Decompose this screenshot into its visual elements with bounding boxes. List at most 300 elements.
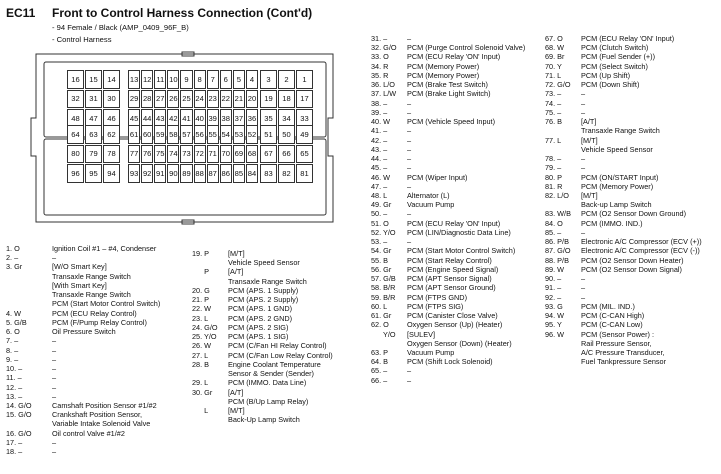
pin-list-item bbox=[371, 52, 543, 61]
pin-description: PCM (O2 Sensor Down Signal) bbox=[581, 264, 682, 274]
connector-pin: 20 bbox=[246, 90, 258, 109]
pin-number-wire: 70. Y bbox=[545, 61, 562, 71]
pin-number-wire: 92. – bbox=[545, 292, 562, 302]
connector-pin: 40 bbox=[194, 109, 206, 128]
connector-pin: 63 bbox=[85, 125, 102, 144]
pin-number-wire: 48. L bbox=[371, 190, 388, 200]
connector-pin: 19 bbox=[260, 90, 277, 109]
connector-pin: 95 bbox=[85, 164, 102, 183]
pin-number-wire: 20. G bbox=[192, 285, 210, 295]
pin-number-wire: 55. B bbox=[371, 255, 389, 265]
pin-number-wire: 96. W bbox=[545, 329, 565, 339]
pin-description: – bbox=[52, 345, 57, 355]
pin-number-wire: 94. W bbox=[545, 311, 565, 321]
pin-description: PCM (Up Shift) bbox=[581, 70, 631, 80]
pin-list-col-2 bbox=[192, 249, 352, 424]
pin-description: PCM (Purge Control Solenoid Valve) bbox=[407, 43, 526, 53]
pin-list-item bbox=[545, 62, 720, 71]
pin-list-item bbox=[371, 293, 543, 302]
pin-number-wire: 18. – bbox=[6, 447, 23, 457]
pin-description: PCM (LIN/Diagnostic Data Line) bbox=[407, 227, 511, 237]
connector-pin: 50 bbox=[278, 125, 295, 144]
pin-number-wire: 54. Gr bbox=[371, 246, 392, 256]
connector-pin: 42 bbox=[167, 109, 179, 128]
connector-pin: 64 bbox=[67, 125, 84, 144]
pin-number-wire: 72. G/O bbox=[545, 80, 571, 90]
pin-description: PCM (APS. 1 GND) bbox=[228, 304, 293, 314]
pin-number-wire: 27. L bbox=[192, 350, 209, 360]
pin-list-item bbox=[192, 378, 352, 387]
pin-list-item bbox=[371, 117, 543, 126]
pin-list-item bbox=[545, 126, 720, 135]
pin-description: PCM (Down Shift) bbox=[581, 80, 640, 90]
pin-list-item bbox=[192, 415, 352, 424]
pin-number-wire: 31. – bbox=[371, 34, 388, 43]
connector-pin: 11 bbox=[154, 70, 166, 89]
pin-description: Fuel Tankpressure Sensor bbox=[581, 357, 667, 367]
pin-number-wire: 60. L bbox=[371, 301, 388, 311]
connector-pin: 93 bbox=[128, 164, 140, 183]
pin-description: PCM (ECU Relay 'ON' Input) bbox=[581, 34, 675, 43]
pin-description: PCM (C/Fan Low Relay Control) bbox=[228, 350, 333, 360]
pin-number-wire: 50. – bbox=[371, 209, 388, 219]
pin-description: [A/T] bbox=[581, 117, 597, 127]
connector-pin: 47 bbox=[85, 109, 102, 128]
connector-pin: 33 bbox=[296, 109, 313, 128]
pin-number-wire: 47. – bbox=[371, 181, 388, 191]
pin-description: PCM (FTPS GND) bbox=[407, 292, 467, 302]
pin-number-wire: 53. – bbox=[371, 237, 388, 247]
pin-description: Vehicle Speed Sensor bbox=[228, 258, 300, 268]
connector-pin: 52 bbox=[246, 125, 258, 144]
pin-list-item bbox=[371, 145, 543, 154]
pin-list-item bbox=[371, 108, 543, 117]
pin-number-wire: 66. – bbox=[371, 375, 388, 385]
pin-number-wire: 42. – bbox=[371, 135, 388, 145]
pin-description: – bbox=[52, 336, 57, 346]
pin-number-wire: 46. W bbox=[371, 172, 391, 182]
pin-number-wire: 15. G/O bbox=[6, 410, 32, 420]
pin-list-item bbox=[545, 265, 720, 274]
connector-code: EC11 bbox=[6, 6, 36, 20]
pin-list-item bbox=[371, 283, 543, 292]
pin-number-wire: 61. Gr bbox=[371, 311, 392, 321]
pin-list-item bbox=[192, 397, 352, 406]
pin-number-wire: 11. – bbox=[6, 373, 22, 383]
pin-number-wire: 36. L/O bbox=[371, 80, 395, 90]
pin-list-item bbox=[371, 71, 543, 80]
connector-pin: 92 bbox=[141, 164, 153, 183]
pin-description: Oxygen Sensor (Down) (Heater) bbox=[407, 338, 512, 348]
pin-number-wire: 88. P/B bbox=[545, 255, 569, 265]
pin-number-wire: 6. O bbox=[6, 327, 20, 337]
pin-description: PCM (Start Motor Control Switch) bbox=[407, 246, 516, 256]
pin-description: Electronic A/C Compressor (ECV (+)) bbox=[581, 237, 702, 247]
pin-number-wire: 85. – bbox=[545, 227, 562, 237]
pin-list-item bbox=[6, 290, 181, 299]
connector-pin: 96 bbox=[67, 164, 84, 183]
pin-list-item bbox=[371, 357, 543, 366]
pin-number-wire: 67. O bbox=[545, 34, 563, 43]
pin-number-wire: 84. O bbox=[545, 218, 563, 228]
pin-description: PCM (FTPS SIG) bbox=[407, 301, 464, 311]
pin-description: – bbox=[407, 98, 412, 108]
pin-number-wire: 74. – bbox=[545, 98, 562, 108]
pin-description: PCM (APS. 2 SIG) bbox=[228, 322, 289, 332]
connector-pin: 82 bbox=[278, 164, 295, 183]
pin-description: PCM (ECU Relay 'ON' Input) bbox=[407, 52, 501, 62]
pin-list-item bbox=[6, 364, 181, 373]
connector-pin: 15 bbox=[85, 70, 102, 89]
pin-list-item bbox=[6, 244, 181, 253]
pin-number-wire: 38. – bbox=[371, 98, 388, 108]
pin-description: PCM (ON/START Input) bbox=[581, 172, 659, 182]
pin-number-wire: 2. – bbox=[6, 253, 19, 263]
pin-list-item bbox=[6, 447, 181, 456]
pin-list-item bbox=[371, 43, 543, 52]
connector-pin: 3 bbox=[260, 70, 277, 89]
pin-list-item bbox=[545, 209, 720, 218]
pin-description: – bbox=[52, 373, 57, 383]
pin-description: Oxygen Sensor (Up) (Heater) bbox=[407, 320, 503, 330]
pin-list-item bbox=[371, 182, 543, 191]
connector-pin: 48 bbox=[67, 109, 84, 128]
pin-number-wire: 76. B bbox=[545, 117, 563, 127]
pin-list-item bbox=[192, 323, 352, 332]
connector-pin: 54 bbox=[220, 125, 232, 144]
connector-pin: 43 bbox=[154, 109, 166, 128]
pin-list-item bbox=[6, 401, 181, 410]
pin-description: Back-Up Lamp Switch bbox=[228, 415, 300, 425]
pin-number-wire: 56. Gr bbox=[371, 264, 392, 274]
pin-number-wire: 13. – bbox=[6, 391, 23, 401]
pin-list-item bbox=[6, 383, 181, 392]
pin-description: – bbox=[581, 154, 586, 164]
connector-pin: 26 bbox=[167, 90, 179, 109]
pin-number-wire: 4. W bbox=[6, 308, 21, 318]
connector-pin: 75 bbox=[154, 145, 166, 164]
pin-list-item bbox=[192, 295, 352, 304]
pin-number-wire: 8. – bbox=[6, 345, 19, 355]
pin-number-wire: 30. Gr bbox=[192, 387, 213, 397]
pin-description: PCM (Brake Test Switch) bbox=[407, 80, 488, 90]
pin-number-wire: 63. P bbox=[371, 347, 389, 357]
pin-number-wire: 59. B/R bbox=[371, 292, 396, 302]
connector-pin: 16 bbox=[67, 70, 84, 89]
pin-number-wire: P bbox=[192, 267, 210, 277]
pin-list-col-3 bbox=[371, 34, 543, 385]
pin-number-wire: 28. B bbox=[192, 359, 210, 369]
pin-number-wire: 39. – bbox=[371, 107, 388, 117]
pin-list-item bbox=[371, 126, 543, 135]
pin-description: Transaxle Range Switch bbox=[228, 276, 307, 286]
connector-pin: 66 bbox=[278, 145, 295, 164]
pin-description: PCM (APS. 2 Supply) bbox=[228, 295, 299, 305]
pin-description: PCM (APT Sensor Ground) bbox=[407, 283, 496, 293]
connector-pin: 76 bbox=[141, 145, 153, 164]
pin-number-wire: 23. L bbox=[192, 313, 209, 323]
pin-list-item bbox=[545, 136, 720, 145]
pin-description: PCM (O2 Sensor Down Ground) bbox=[581, 209, 687, 219]
pin-list-item bbox=[192, 341, 352, 350]
pin-description: PCM (Shift Lock Solenoid) bbox=[407, 357, 493, 367]
pin-number-wire: 69. Br bbox=[545, 52, 565, 62]
connector-pin: 56 bbox=[194, 125, 206, 144]
connector-pin: 57 bbox=[180, 125, 192, 144]
pin-list-item bbox=[371, 191, 543, 200]
connector-pin: 38 bbox=[220, 109, 232, 128]
pin-number-wire: 73. – bbox=[545, 89, 562, 99]
connector-pin: 22 bbox=[220, 90, 232, 109]
pin-description: PCM (MIL. IND.) bbox=[581, 301, 635, 311]
pin-number-wire: 78. – bbox=[545, 154, 562, 164]
pin-description: PCM (IMMO. Data Line) bbox=[228, 378, 307, 388]
connector-pin: 39 bbox=[207, 109, 219, 128]
pin-description: – bbox=[52, 391, 57, 401]
pin-description: – bbox=[407, 163, 412, 173]
connector-pin: 5 bbox=[233, 70, 245, 89]
pin-list-item bbox=[545, 71, 720, 80]
connector-pin: 78 bbox=[103, 145, 120, 164]
pin-list-item bbox=[371, 209, 543, 218]
pin-description: – bbox=[407, 107, 412, 117]
connector-pin: 59 bbox=[154, 125, 166, 144]
pin-list-item bbox=[545, 302, 720, 311]
pin-list-item bbox=[6, 262, 181, 271]
connector-pin: 89 bbox=[180, 164, 192, 183]
pin-list-item bbox=[6, 410, 181, 419]
pin-list-item bbox=[545, 228, 720, 237]
pin-description: PCM (ECU Relay 'ON' Input) bbox=[407, 218, 501, 228]
pin-description: – bbox=[407, 154, 412, 164]
connector-pin: 68 bbox=[246, 145, 258, 164]
pin-list-item bbox=[192, 406, 352, 415]
pin-list-col-4 bbox=[545, 34, 720, 366]
pin-description: [M/T] bbox=[228, 405, 245, 415]
pin-list-item bbox=[371, 376, 543, 385]
pin-description: – bbox=[581, 227, 586, 237]
pin-number-wire: 80. P bbox=[545, 172, 563, 182]
connector-pin: 62 bbox=[103, 125, 120, 144]
pin-number-wire: 43. – bbox=[371, 144, 388, 154]
pin-list-item bbox=[192, 258, 352, 267]
connector-pin: 61 bbox=[128, 125, 140, 144]
connector-pin: 36 bbox=[246, 109, 258, 128]
pin-number-wire: L bbox=[192, 405, 209, 415]
pin-description: – bbox=[581, 274, 586, 284]
connector-pin: 65 bbox=[296, 145, 313, 164]
pin-description: Transaxle Range Switch bbox=[52, 271, 131, 281]
pin-description: PCM (F/Pump Relay Control) bbox=[52, 317, 147, 327]
pin-number-wire: 41. – bbox=[371, 126, 388, 136]
pin-number-wire: 71. L bbox=[545, 70, 562, 80]
pin-list-item bbox=[371, 136, 543, 145]
pin-description: [M/T] bbox=[228, 249, 245, 258]
pin-description: – bbox=[407, 135, 412, 145]
connector-pin: 4 bbox=[246, 70, 258, 89]
connector-pin: 46 bbox=[103, 109, 120, 128]
pin-list-item bbox=[192, 314, 352, 323]
connector-pin: 44 bbox=[141, 109, 153, 128]
pin-list-item bbox=[371, 200, 543, 209]
pin-description: Sensor & Sender (Sender) bbox=[228, 369, 314, 379]
connector-pin: 28 bbox=[141, 90, 153, 109]
pin-description: PCM (C/Fan HI Relay Control) bbox=[228, 341, 327, 351]
pin-list-item bbox=[192, 369, 352, 378]
pin-number-wire: 87. G/O bbox=[545, 246, 571, 256]
pin-list-item bbox=[6, 309, 181, 318]
connector-pin: 1 bbox=[296, 70, 313, 89]
connector-pin: 94 bbox=[103, 164, 120, 183]
pin-list-item bbox=[545, 330, 720, 339]
pin-number-wire: 77. L bbox=[545, 135, 562, 145]
connector-pin: 6 bbox=[220, 70, 232, 89]
pin-description: [M/T] bbox=[581, 135, 598, 145]
pin-number-wire: 95. Y bbox=[545, 320, 562, 330]
pin-description: PCM (Memory Power) bbox=[581, 181, 654, 191]
pin-description: PCM (Start Relay Control) bbox=[407, 255, 492, 265]
pin-list-item bbox=[545, 348, 720, 357]
pin-list-item bbox=[545, 173, 720, 182]
pin-description: – bbox=[581, 107, 586, 117]
pin-list-item bbox=[371, 274, 543, 283]
pin-list-item bbox=[545, 320, 720, 329]
connector-pin: 90 bbox=[167, 164, 179, 183]
pin-number-wire: 7. – bbox=[6, 336, 19, 346]
pin-description: Transaxle Range Switch bbox=[52, 290, 131, 300]
connector-pin: 2 bbox=[278, 70, 295, 89]
connector-pin: 72 bbox=[194, 145, 206, 164]
pin-description: – bbox=[407, 366, 412, 376]
pin-list-item bbox=[6, 299, 181, 308]
pin-list-item bbox=[6, 253, 181, 262]
pin-description: PCM (IMMO. IND.) bbox=[581, 218, 643, 228]
pin-number-wire: 37. L/W bbox=[371, 89, 397, 99]
pin-number-wire: 65. – bbox=[371, 366, 388, 376]
connector-pin: 80 bbox=[67, 145, 84, 164]
connector-pin: 60 bbox=[141, 125, 153, 144]
pin-number-wire: 9. – bbox=[6, 354, 19, 364]
pin-list-item bbox=[192, 351, 352, 360]
pin-description: Alternator (L) bbox=[407, 190, 450, 200]
pin-list-item bbox=[545, 274, 720, 283]
pin-description: PCM (APS. 2 GND) bbox=[228, 313, 293, 323]
connector-pin: 25 bbox=[180, 90, 192, 109]
pin-number-wire: 81. R bbox=[545, 181, 563, 191]
pin-list-item bbox=[545, 182, 720, 191]
pin-description: PCM (Start Motor Control Switch) bbox=[52, 299, 161, 309]
pin-description: Vacuum Pump bbox=[407, 347, 455, 357]
pin-number-wire: 49. Gr bbox=[371, 200, 392, 210]
pin-number-wire: 68. W bbox=[545, 43, 565, 53]
pin-number-wire: 32. G/O bbox=[371, 43, 397, 53]
pin-list-item bbox=[192, 332, 352, 341]
pin-description: Vehicle Speed Sensor bbox=[581, 144, 653, 154]
pin-number-wire: 10. – bbox=[6, 364, 23, 374]
connector-pin: 81 bbox=[296, 164, 313, 183]
pin-list-item bbox=[6, 327, 181, 336]
pin-list-item bbox=[545, 34, 720, 43]
connector-pin: 71 bbox=[207, 145, 219, 164]
pin-list-item bbox=[6, 281, 181, 290]
pin-list-item bbox=[545, 219, 720, 228]
connector-pin: 12 bbox=[141, 70, 153, 89]
connector-pin: 79 bbox=[85, 145, 102, 164]
connector-pin: 31 bbox=[85, 90, 102, 109]
connector-pin: 86 bbox=[220, 164, 232, 183]
pin-list-item bbox=[545, 117, 720, 126]
pin-number-wire: 79. – bbox=[545, 163, 562, 173]
pin-description: – bbox=[407, 34, 412, 43]
pin-number-wire: 40. W bbox=[371, 117, 391, 127]
pin-description: PCM (B/Up Lamp Relay) bbox=[228, 396, 309, 406]
pin-list-item bbox=[371, 246, 543, 255]
pin-description: Vacuum Pump bbox=[407, 200, 455, 210]
pin-description: Electronic A/C Compressor (ECV (-)) bbox=[581, 246, 700, 256]
pin-description: – bbox=[407, 126, 412, 136]
connector-pin: 9 bbox=[180, 70, 192, 89]
connector-pin: 53 bbox=[233, 125, 245, 144]
connector-pin: 84 bbox=[246, 164, 258, 183]
pin-number-wire: Y/O bbox=[371, 329, 396, 339]
pin-list-item bbox=[6, 392, 181, 401]
pin-list-item bbox=[6, 318, 181, 327]
pin-number-wire: 45. – bbox=[371, 163, 388, 173]
connector-pin: 35 bbox=[260, 109, 277, 128]
pin-list-item bbox=[6, 336, 181, 345]
pin-list-item bbox=[545, 293, 720, 302]
pin-number-wire: 90. – bbox=[545, 274, 562, 284]
pin-number-wire: 35. R bbox=[371, 70, 389, 80]
pin-description: PCM (Memory Power) bbox=[407, 70, 480, 80]
pin-number-wire: 12. – bbox=[6, 382, 23, 392]
pin-list-item bbox=[545, 89, 720, 98]
pin-list-item bbox=[371, 34, 543, 43]
pin-list-item bbox=[545, 191, 720, 200]
pin-description: PCM (ECU Relay Control) bbox=[52, 308, 137, 318]
connector-pin: 7 bbox=[207, 70, 219, 89]
pin-list-item bbox=[545, 237, 720, 246]
connector-pin: 77 bbox=[128, 145, 140, 164]
pin-number-wire: 29. L bbox=[192, 378, 209, 388]
connector-pin: 49 bbox=[296, 125, 313, 144]
connector-pin: 45 bbox=[128, 109, 140, 128]
pin-description: PCM (C-CAN Low) bbox=[581, 320, 643, 330]
pin-description: PCM (APT Sensor Signal) bbox=[407, 274, 492, 284]
connector-pin: 14 bbox=[103, 70, 120, 89]
connector-pin: 24 bbox=[194, 90, 206, 109]
pin-list-item bbox=[371, 302, 543, 311]
pin-list-item bbox=[6, 346, 181, 355]
connector-pin: 8 bbox=[194, 70, 206, 89]
pin-number-wire: 22. W bbox=[192, 304, 212, 314]
connector-pin: 69 bbox=[233, 145, 245, 164]
pin-description: Variable Intake Solenoid Valve bbox=[52, 419, 151, 429]
pin-description: PCM (Engine Speed Signal) bbox=[407, 264, 499, 274]
pin-number-wire: 34. R bbox=[371, 61, 389, 71]
pin-number-wire: 19. P bbox=[192, 249, 210, 258]
pin-description: A/C Pressure Transducer, bbox=[581, 347, 665, 357]
pin-description: Oil control Valve #1/#2 bbox=[52, 428, 125, 438]
pin-number-wire: 83. W/B bbox=[545, 209, 571, 219]
pin-description: Back-up Lamp Switch bbox=[581, 200, 652, 210]
pin-description: PCM (Memory Power) bbox=[407, 61, 480, 71]
pin-list-item bbox=[6, 438, 181, 447]
pin-list-item bbox=[545, 52, 720, 61]
pin-description: PCM (Select Switch) bbox=[581, 61, 648, 71]
pin-description: [SULEV] bbox=[407, 329, 435, 339]
pin-number-wire: 52. Y/O bbox=[371, 227, 396, 237]
